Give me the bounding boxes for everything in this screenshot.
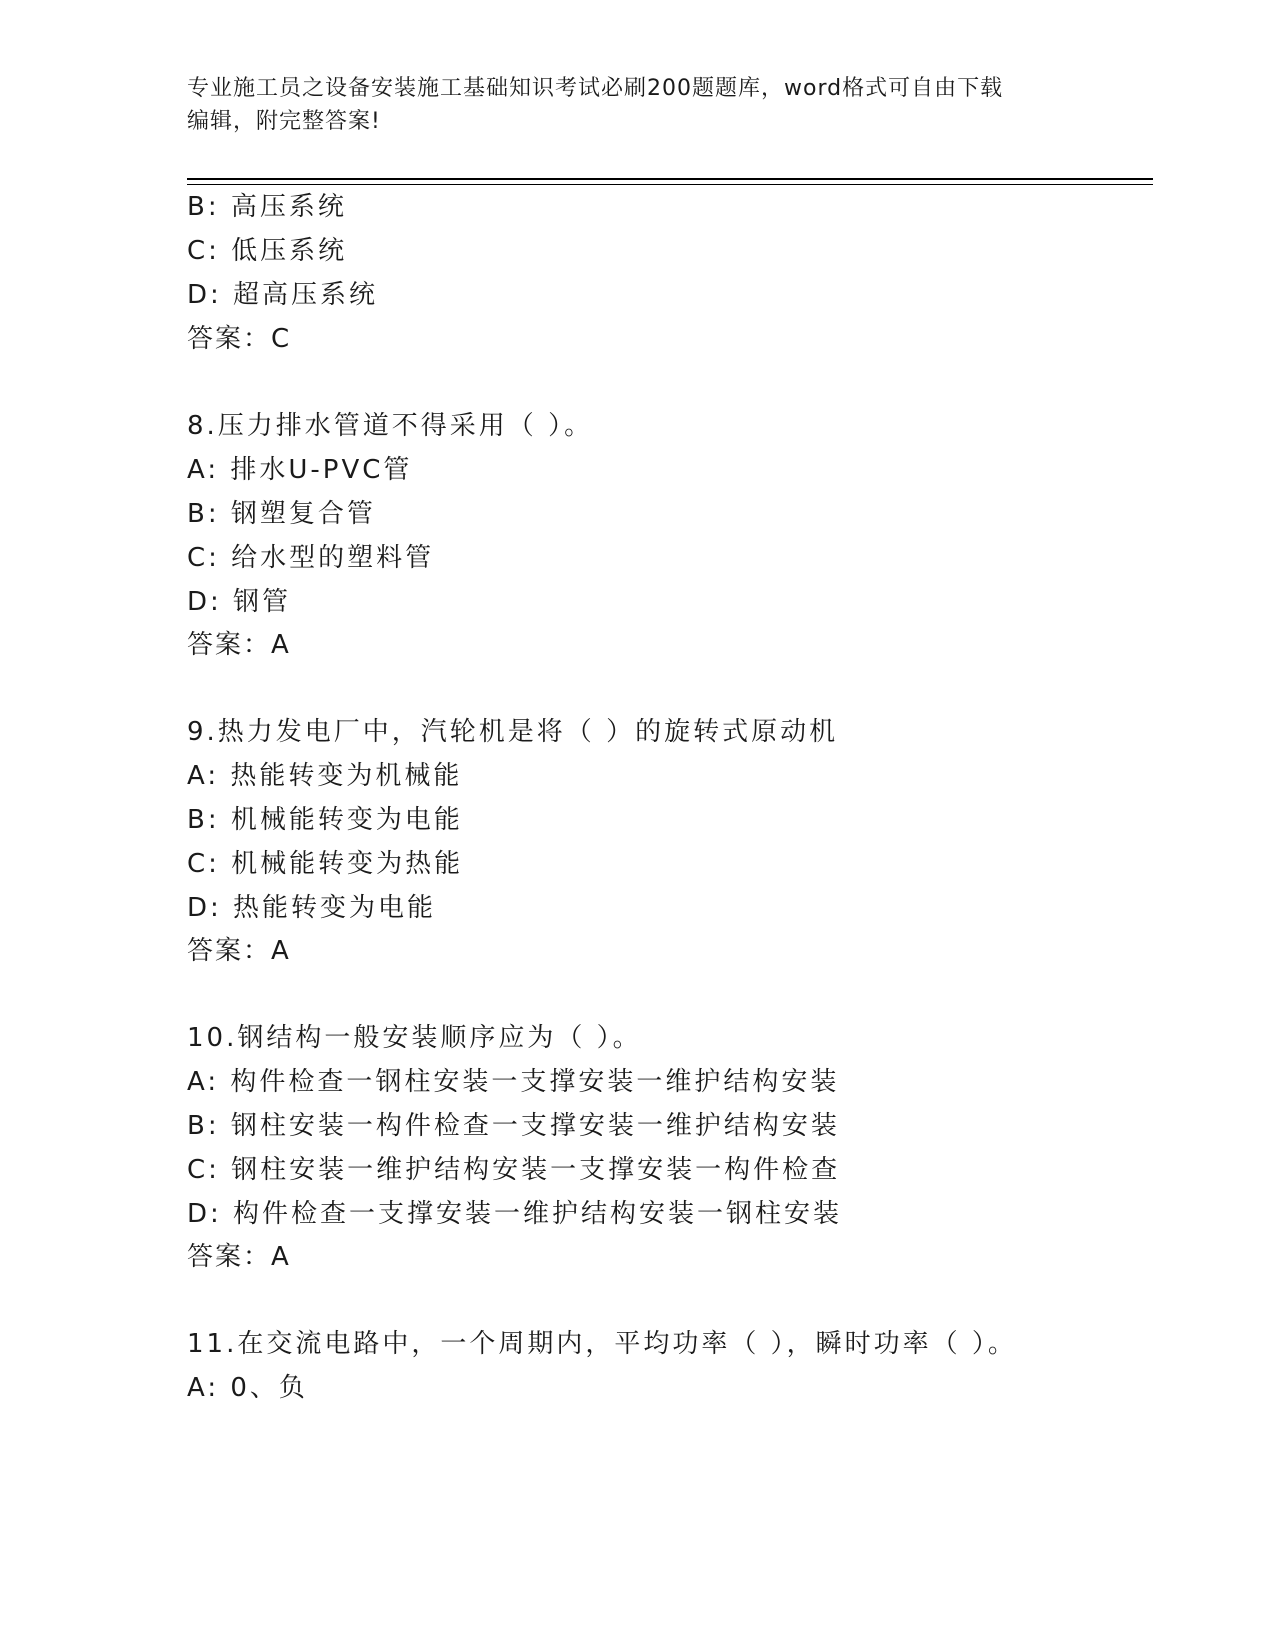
- q9-option-d: D: 热能转变为电能: [187, 893, 437, 923]
- q7-answer: 答案：C: [187, 324, 292, 354]
- q10-option-b: B: 钢柱安装一构件检查一支撑安装一维护结构安装: [187, 1111, 840, 1141]
- q8-answer: 答案：A: [187, 630, 291, 660]
- q9-option-c: C: 机械能转变为热能: [187, 849, 464, 879]
- header-divider-thin: [187, 184, 1153, 185]
- q8-option-c: C: 给水型的塑料管: [187, 543, 435, 573]
- document-header: [187, 72, 1087, 138]
- q9-answer: 答案：A: [187, 936, 291, 966]
- q10-option-d: D: 构件检查一支撑安装一维护结构安装一钢柱安装: [187, 1199, 843, 1229]
- q9-option-b: B: 机械能转变为电能: [187, 805, 463, 835]
- header-line-1: 专业施工员之设备安装施工基础知识考试必刷200题题库，word格式可自由下载: [187, 76, 1004, 101]
- q7-option-c: C: 低压系统: [187, 236, 348, 266]
- q7-option-b: B: 高压系统: [187, 192, 347, 222]
- q9-question: 9.热力发电厂中，汽轮机是将（ ）的旋转式原动机: [187, 717, 839, 747]
- q8-option-a: A: 排水U-PVC管: [187, 455, 413, 485]
- q11-option-a: A: 0、负: [187, 1373, 308, 1403]
- q8-question: 8.压力排水管道不得采用（ ）。: [187, 411, 594, 441]
- q10-answer: 答案：A: [187, 1242, 291, 1272]
- q7-option-d: D: 超高压系统: [187, 280, 379, 310]
- header-line-2: 编辑，附完整答案!: [187, 109, 381, 134]
- header-divider-thick: [187, 178, 1153, 180]
- q8-option-b: B: 钢塑复合管: [187, 499, 376, 529]
- q8-option-d: D: 钢管: [187, 587, 292, 617]
- q10-option-a: A: 构件检查一钢柱安装一支撑安装一维护结构安装: [187, 1067, 840, 1097]
- q10-option-c: C: 钢柱安装一维护结构安装一支撑安装一构件检查: [187, 1155, 841, 1185]
- q9-option-a: A: 热能转变为机械能: [187, 761, 463, 791]
- q11-question: 11.在交流电路中，一个周期内，平均功率（ ），瞬时功率（ ）。: [187, 1329, 1017, 1359]
- q10-question: 10.钢结构一般安装顺序应为（ ）。: [187, 1023, 642, 1053]
